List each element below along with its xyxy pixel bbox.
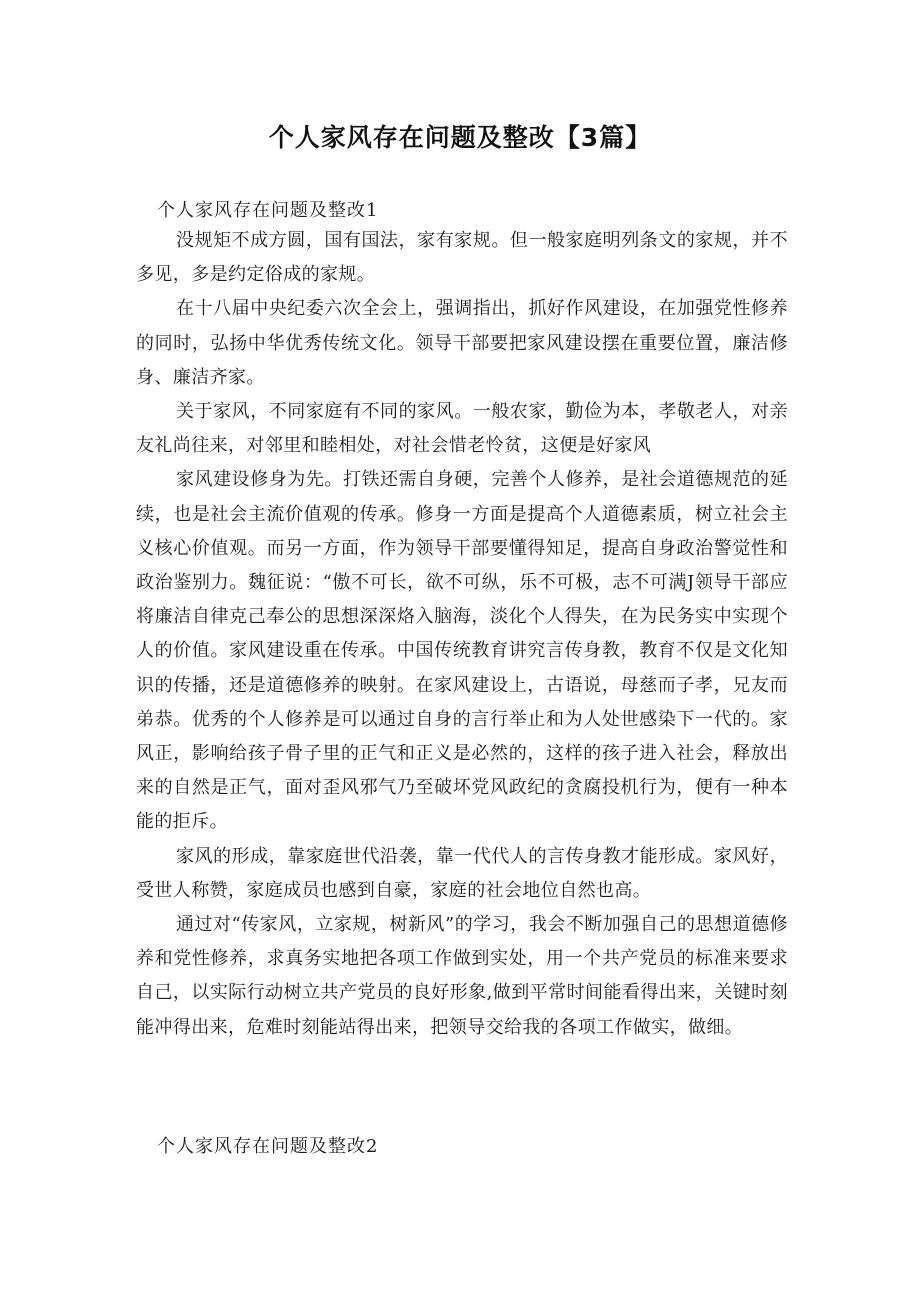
paragraph-5: 家风的形成，靠家庭世代沿袭，靠一代代人的言传身教才能形成。家风好，受世人称赞，家庭成员也感到自豪，家庭的社会地位自然也高。: [136, 845, 788, 901]
document-title: 个人家风存在问题及整改【3篇】: [268, 123, 652, 152]
paragraph-2: 在十八届中央纪委六次全会上，强调指出，抓好作风建设，在加强党性修养的同时，弘扬中华优秀传统文化。领导干部要把家风建设摆在重要位置，廉洁修身、廉洁齐家。: [136, 298, 788, 388]
section-heading-2: 个人家风存在问题及整改2: [157, 1136, 379, 1157]
paragraph-6: 通过对“传家风，立家规，树新风”的学习，我会不断加强自己的思想道德修养和党性修养，求真务实地把各项工作做到实处，用一个共产党员的标准来要求自己，以实际行动树立共产党员的良好形象,做到平常时间能看得出来，关键时刻能冲得出来，危难时刻能站得出来，把领导交给我的各项工作做实，做细。: [136, 914, 788, 1038]
paragraph-1: 没规矩不成方圆，国有国法，家有家规。但一般家庭明列条文的家规，并不多见，多是约定俗成的家规。: [136, 230, 788, 286]
section-heading-1: 个人家风存在问题及整改1: [157, 200, 379, 221]
paragraph-3: 关于家风，不同家庭有不同的家风。一般农家，勤俭为本，孝敬老人，对亲友礼尚往来，对邻里和睦相处，对社会惜老怜贫，这便是好家风: [136, 401, 788, 457]
section-1-body: [136, 224, 788, 1045]
paragraph-4: 家风建设修身为先。打铁还需自身硬，完善个人修养，是社会道德规范的延续，也是社会主流价值观的传承。修身一方面是提高个人道德素质，树立社会主义核心价值观。而另一方面，作为领导干部要懂得知足，提高自身政治警觉性和政治鉴别力。魏征说：“傲不可长，欲不可纵，乐不可极，志不可满J领导干部应将廉洁自律克己奉公的思想深深烙入脑海，淡化个人得失，在为民务实中实现个人的价值。家风建设重在传承。中国传统教育讲究言传身教，教育不仅是文化知识的传播，还是道德修养的映射。在家风建设上，古语说，母慈而子孝，兄友而弟恭。优秀的个人修养是可以通过自身的言行举止和为人处世感染下一代的。家风正，影响给孩子骨子里的正气和正义是必然的，这样的孩子进入社会，释放出来的自然是正气，面对歪风邪气乃至破坏党风政纪的贪腐投机行为，便有一种本能的拒斥。: [136, 469, 788, 833]
